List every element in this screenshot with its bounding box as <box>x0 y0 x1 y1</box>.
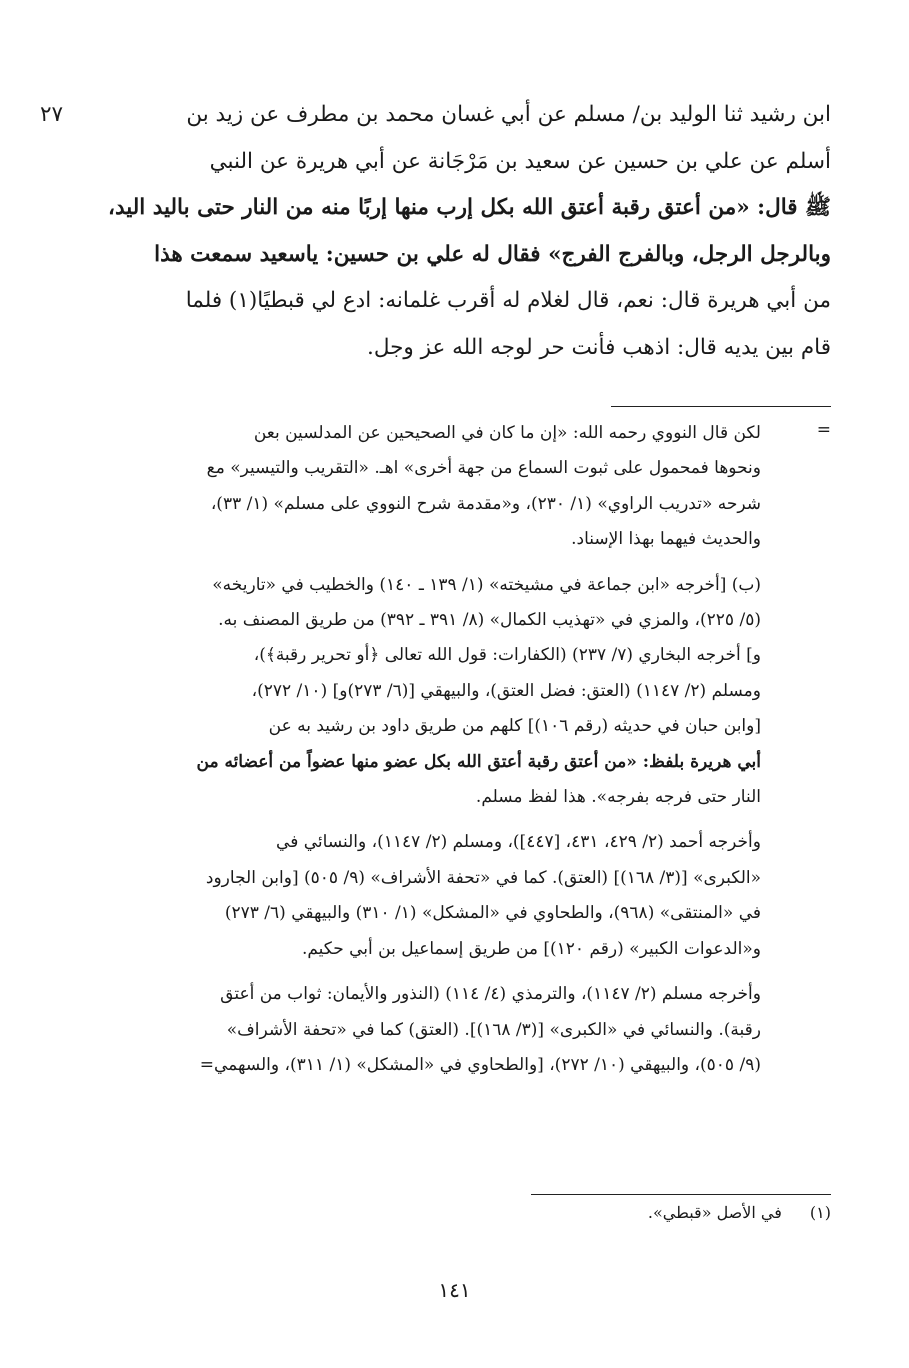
note-line: [وابن حبان في حديثه (رقم ١٠٦)] كلهم من طريق داود بن رشيد به عن <box>268 716 761 737</box>
note-line: النار حتى فرجه بفرجه». هذا لفظ مسلم. <box>475 787 761 808</box>
main-line-2: أسلم عن علي بن حسين عن سعيد بن مَرْجَانة عن أبي هريرة عن النبي <box>209 148 831 174</box>
main-line-4: وبالرجل الرجل، وبالفرج الفرج» فقال له علي بن حسين: ياسعيد سمعت هذا <box>154 241 831 267</box>
note-line: وأخرجه مسلم (٢/ ١١٤٧)، والترمذي (٤/ ١١٤) (النذور والأيمان: ثواب من أعتق <box>220 984 761 1005</box>
note-line: و«الدعوات الكبير» (رقم ١٢٠)] من طريق إسماعيل بن أبي حكيم. <box>301 938 761 959</box>
note-line: (٩/ ٥٠٥)، والبيهقي (١٠/ ٢٧٢)، [والطحاوي في «المشكل» (١/ ٣١١)، والسهمي= <box>199 1054 761 1075</box>
note-line: لكن قال النووي رحمه الله: «إن ما كان في الصحيحين عن المدلسين بعن <box>253 423 761 443</box>
note-line: (ب) [أخرجه «ابن جماعة في مشيخته» (١/ ١٣٩ ـ ١٤٠) والخطيب في «تاريخه» <box>212 574 761 595</box>
note-line: أبي هريرة بلفظ: «من أعتق رقبة أعتق الله بكل عضو منها عضواً من أعضائه من <box>196 751 761 772</box>
main-text <box>79 92 831 371</box>
note-line: (٥/ ٢٢٥)، والمزي في «تهذيب الكمال» (٨/ ٣٩١ ـ ٣٩٢) من طريق المصنف به. <box>218 610 761 631</box>
main-line-6: قام بين يديه قال: اذهب فأنت حر لوجه الله عز وجل. <box>367 334 831 360</box>
note-paragraph-2 <box>81 568 761 816</box>
note-paragraph-1 <box>81 416 761 558</box>
footnote-divider <box>531 1194 831 1195</box>
note-line: رقبة). والنسائي في «الكبرى» [(٣/ ١٦٨)]. (العتق) كما في «تحفة الأشراف» <box>226 1019 761 1040</box>
page-number: ١٤١ <box>438 1278 471 1302</box>
footnote-text: في الأصل «قبطي». <box>647 1203 782 1222</box>
editor-notes <box>81 416 761 1093</box>
note-line: و] أخرجه البخاري (٧/ ٢٣٧) (الكفارات: قول الله تعالى ﴿أو تحرير رقبة﴾)، <box>253 645 761 666</box>
footnote-number: (١) <box>809 1203 831 1222</box>
note-line: «الكبرى» [(٣/ ١٦٨)] (العتق). كما في «تحفة الأشراف» (٩/ ٥٠٥) [وابن الجارود <box>205 867 761 888</box>
note-paragraph-3 <box>81 825 761 967</box>
note-line: والحديث فيهما بهذا الإسناد. <box>571 529 761 550</box>
note-line: شرحه «تدريب الراوي» (١/ ٢٣٠)، و«مقدمة شرح النووي على مسلم» (١/ ٣٣)، <box>210 493 761 514</box>
note-line: ونحوها فمحمول على ثبوت السماع من جهة أخرى» اهـ. «التقريب والتيسير» مع <box>206 458 761 479</box>
footnote <box>431 1198 831 1228</box>
note-line: في «المنتقى» (٩٦٨)، والطحاوي في «المشكل» (١/ ٣١٠) والبيهقي (٦/ ٢٧٣) <box>224 903 761 924</box>
notes-divider <box>611 406 831 407</box>
note-paragraph-4 <box>81 977 761 1083</box>
note-line: ومسلم (٢/ ١١٤٧) (العتق: فضل العتق)، والبيهقي [(٦/ ٢٧٣)و] (١٠/ ٢٧٢)، <box>251 680 761 701</box>
main-line-5: من أبي هريرة قال: نعم، قال لغلام له أقرب غلمانه: ادع لي قبطيًا(١) فلما <box>185 288 831 313</box>
main-line-1: ابن رشيد ثنا الوليد بن/ مسلم عن أبي غسان محمد بن مطرف عن زيد بن <box>186 102 831 127</box>
note-line: وأخرجه أحمد (٢/ ٤٢٩، ٤٣١، [٤٤٧])، ومسلم (٢/ ١١٤٧)، والنسائي في <box>276 832 761 853</box>
hadith-number: ٢٧ <box>40 102 64 127</box>
continuation-mark: = <box>816 420 831 440</box>
main-line-3: ﷺ قال: «من أعتق رقبة أعتق الله بكل إرب منها إربًا منه من النار حتى باليد اليد، <box>108 195 831 220</box>
